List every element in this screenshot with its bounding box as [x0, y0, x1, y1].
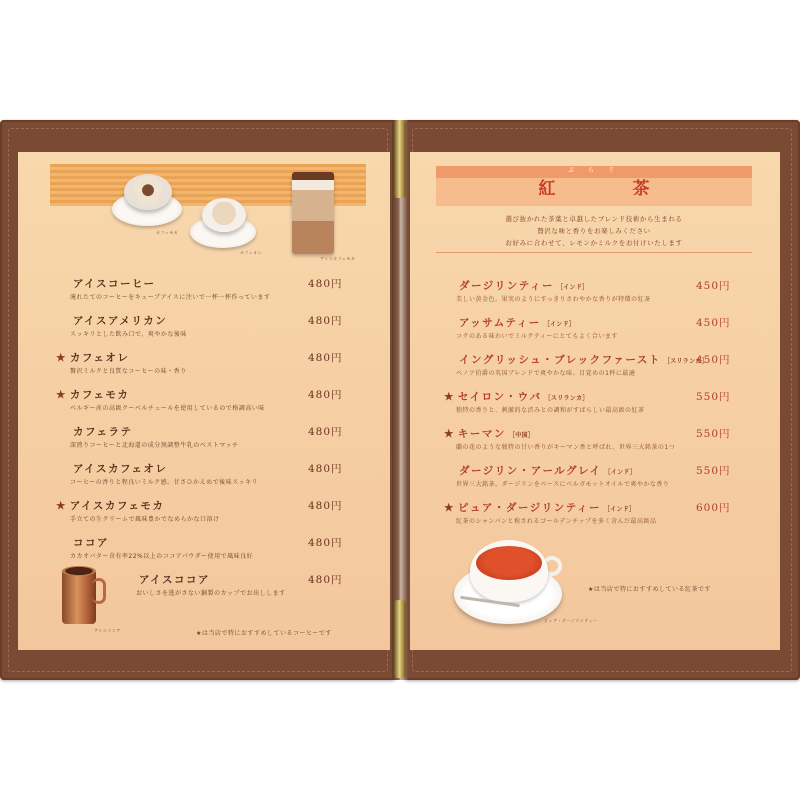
item-name: イングリッシュ・ブレックファースト	[459, 354, 661, 366]
item-price: 450円	[696, 280, 731, 292]
item-price: 480円	[308, 315, 343, 327]
item-desc: 紅茶のシャンパンと称されるゴールデンチップを多く含んだ最高級品	[456, 518, 657, 525]
cafe-mocha-cup-icon	[124, 174, 172, 210]
item-name: アッサムティー	[459, 317, 541, 329]
teacup-caption: ピュア・ダージリンティー	[544, 618, 598, 623]
iced-mocha-glass-icon	[292, 172, 334, 254]
item-name: アイスカフェオレ	[73, 463, 168, 475]
coffee-footer-note: ★は当店で特におすすめしているコーヒーです	[196, 630, 332, 637]
item-price: 480円	[308, 426, 343, 438]
item-desc: 美しい黄金色。果実のようにすっきりさわやかな香りが特徴の紅茶	[456, 296, 651, 303]
item-price: 550円	[696, 391, 731, 403]
tea-intro-line: お好みに合わせて、レモンかミルクをお付けいたします	[505, 239, 683, 247]
photo-caption-1: カフェモカ	[156, 230, 179, 235]
divider	[436, 252, 752, 253]
item-price: 480円	[308, 389, 343, 401]
item-desc: カカオバター含有率22%以上のココアパウダー使用で風味良好	[70, 553, 254, 560]
item-name: ピュア・ダージリンティー	[457, 502, 601, 514]
item-price: 600円	[696, 502, 731, 514]
item-desc: 深煎りコーヒーと北海道の成分無調整牛乳のベストマッチ	[70, 442, 239, 449]
item-name: アイスアメリカン	[73, 315, 168, 327]
item-origin: ［インド］	[604, 469, 637, 476]
item-price: 450円	[696, 317, 731, 329]
item-name: アイスココア	[139, 574, 210, 586]
item-origin: ［スリランカ］	[544, 395, 589, 402]
item-desc: コーヒーの香りと程良いミルク感。甘さひかえめで後味スッキリ	[70, 479, 259, 486]
coffee-photos	[108, 168, 372, 262]
item-desc: スッキリとした飲み口で、爽やかな後味	[70, 331, 187, 338]
item-name: アイスカフェモカ	[69, 500, 165, 512]
item-name: カフェラテ	[73, 426, 133, 438]
iced-cocoa-mug-icon	[62, 566, 104, 624]
item-name: ダージリン・アールグレイ	[459, 465, 602, 477]
cafe-au-lait-cup-icon	[202, 198, 246, 232]
item-price: 480円	[308, 463, 343, 475]
item-name: セイロン・ウバ	[457, 391, 542, 403]
item-desc: ベルギー産の高級クーベルチュールを使用しているので格調高い味	[70, 405, 265, 412]
item-desc: おいしさを逃がさない銅製のカップでお出しします	[136, 590, 286, 597]
item-origin: ［インド］	[543, 321, 576, 328]
item-price: 480円	[308, 352, 343, 364]
binder-ring-bottom	[394, 600, 406, 678]
item-price: 450円	[696, 354, 731, 366]
menu-spine	[392, 120, 408, 680]
item-name: キーマン	[457, 428, 506, 440]
item-desc: 淹れたてのコーヒーをキューブアイスに注いで一杯一杯作っています	[70, 294, 271, 301]
item-desc: 贅沢ミルクと良質なコーヒーの味・香り	[70, 368, 187, 375]
photo-caption-2: カフェオレ	[240, 250, 263, 255]
tea-cup-icon	[454, 540, 564, 624]
item-name: ダージリンティー	[459, 280, 554, 292]
tea-page-title: 紅 茶	[538, 179, 680, 199]
item-desc: 蘭の花のような独特の甘い香りがキーマン香と呼ばれ、世界三大銘茶の1つ	[456, 444, 676, 451]
item-price: 550円	[696, 428, 731, 440]
item-desc: 手立ての生クリームで風味豊かでなめらかな口溶け	[70, 516, 220, 523]
tea-intro-line: 贅沢な味と香りをお楽しみください	[537, 227, 651, 235]
item-name: カフェオレ	[69, 352, 130, 364]
item-name: カフェモカ	[69, 389, 130, 401]
tea-footer-note: ★は当店で特におすすめしている紅茶です	[588, 586, 711, 593]
item-price: 550円	[696, 465, 731, 477]
item-origin: ［インド］	[603, 506, 636, 513]
item-origin: ［インド］	[556, 284, 589, 291]
item-price: 480円	[308, 574, 343, 586]
item-desc: 独特の香りと、刺激的な渋みとの調和がすばらしい最高級の紅茶	[456, 407, 645, 414]
tea-menu-page: ぶ ら ゔ 紅 茶 選び抜かれた茶葉と卓越したブレンド技術から生まれる 贅沢な味と香りをお楽しみください お好みに合わせて、レモンかミルクをお付けいたします ダージリンティー ［インド］ 美しい黄金色。果実のようにすっきりさわやかな香りが特徴の紅茶 450円 アッサムティー ［インド］ コクのある味わいでミルクティーにとてもよく合います 450円 イングリッシュ・ブレックファースト ［スリランカ］ ベノア伯爵の英国ブレンドで爽やかな味。目覚めの1杯に最適 450円 ★ セイロン・ウバ ［スリランカ］ 独特の香りと、刺激的な渋みとの調和がすばらしい最高級の紅茶 550円 ★ キーマン ［中国］ 蘭の花のような独特の甘い香りがキーマン香と呼ばれ、世界三大銘茶の1つ 550円 ダージリン・アールグレイ ［インド］ 世界三大銘茶。ダージリンをベースにベルガモットオイルで爽やかな香り 550円 ★ ピュア・ダージリンティー ［インド］ 紅茶のシャンパンと称されるゴールデンチップを多く含んだ最高級品 600円 ピュア・ダージリンティー ★は当店で特におすすめしている紅茶です	[410, 152, 780, 650]
item-origin: ［スリランカ］	[663, 358, 709, 365]
item-name: アイスコーヒー	[73, 278, 156, 290]
item-desc: ベノア伯爵の英国ブレンドで爽やかな味。目覚めの1杯に最適	[456, 370, 636, 377]
tea-intro-line: 選び抜かれた茶葉と卓越したブレンド技術から生まれる	[505, 215, 683, 223]
item-price: 480円	[308, 500, 343, 512]
item-desc: 世界三大銘茶。ダージリンをベースにベルガモットオイルで爽やかな香り	[456, 481, 670, 488]
item-price: 480円	[308, 537, 343, 549]
item-desc: コクのある味わいでミルクティーにとてもよく合います	[456, 333, 618, 340]
item-origin: ［中国］	[508, 432, 535, 439]
coffee-menu-page: カフェモカ カフェオレ アイスカフェモカ アイスコーヒー 淹れたてのコーヒーをキューブアイスに注いで一杯一杯作っています 480円 アイスアメリカン スッキリとした飲み口で、爽やかな後味 480円 ★ カフェオレ 贅沢ミルクと良質なコーヒーの味・香り 480円 ★ カフェモカ ベルギー産の高級クーベルチュールを使用しているので格調高い味 480円 カフェラテ 深煎りコーヒーと北海道の成分無調整牛乳のベストマッチ 480円 アイスカフェオレ コーヒーの香りと程良いミルク感。甘さひかえめで後味スッキリ 480円 ★ アイスカフェモカ 手立ての生クリームで風味豊かでなめらかな口溶け 480円 ココア カカオバター含有率22%以上のココアパウダー使用で風味良好 480円 アイスココア おいしさを逃がさない銅製のカップでお出しします 480円 アイスココア ★は当店で特におすすめしているコーヒーです	[18, 152, 390, 650]
tea-header-sub: ぶ ら ゔ	[568, 167, 620, 174]
photo-caption-3: アイスカフェモカ	[320, 256, 356, 261]
cocoa-caption: アイスココア	[94, 628, 121, 633]
item-price: 480円	[308, 278, 343, 290]
binder-ring-top	[394, 120, 406, 198]
item-name: ココア	[73, 537, 109, 549]
